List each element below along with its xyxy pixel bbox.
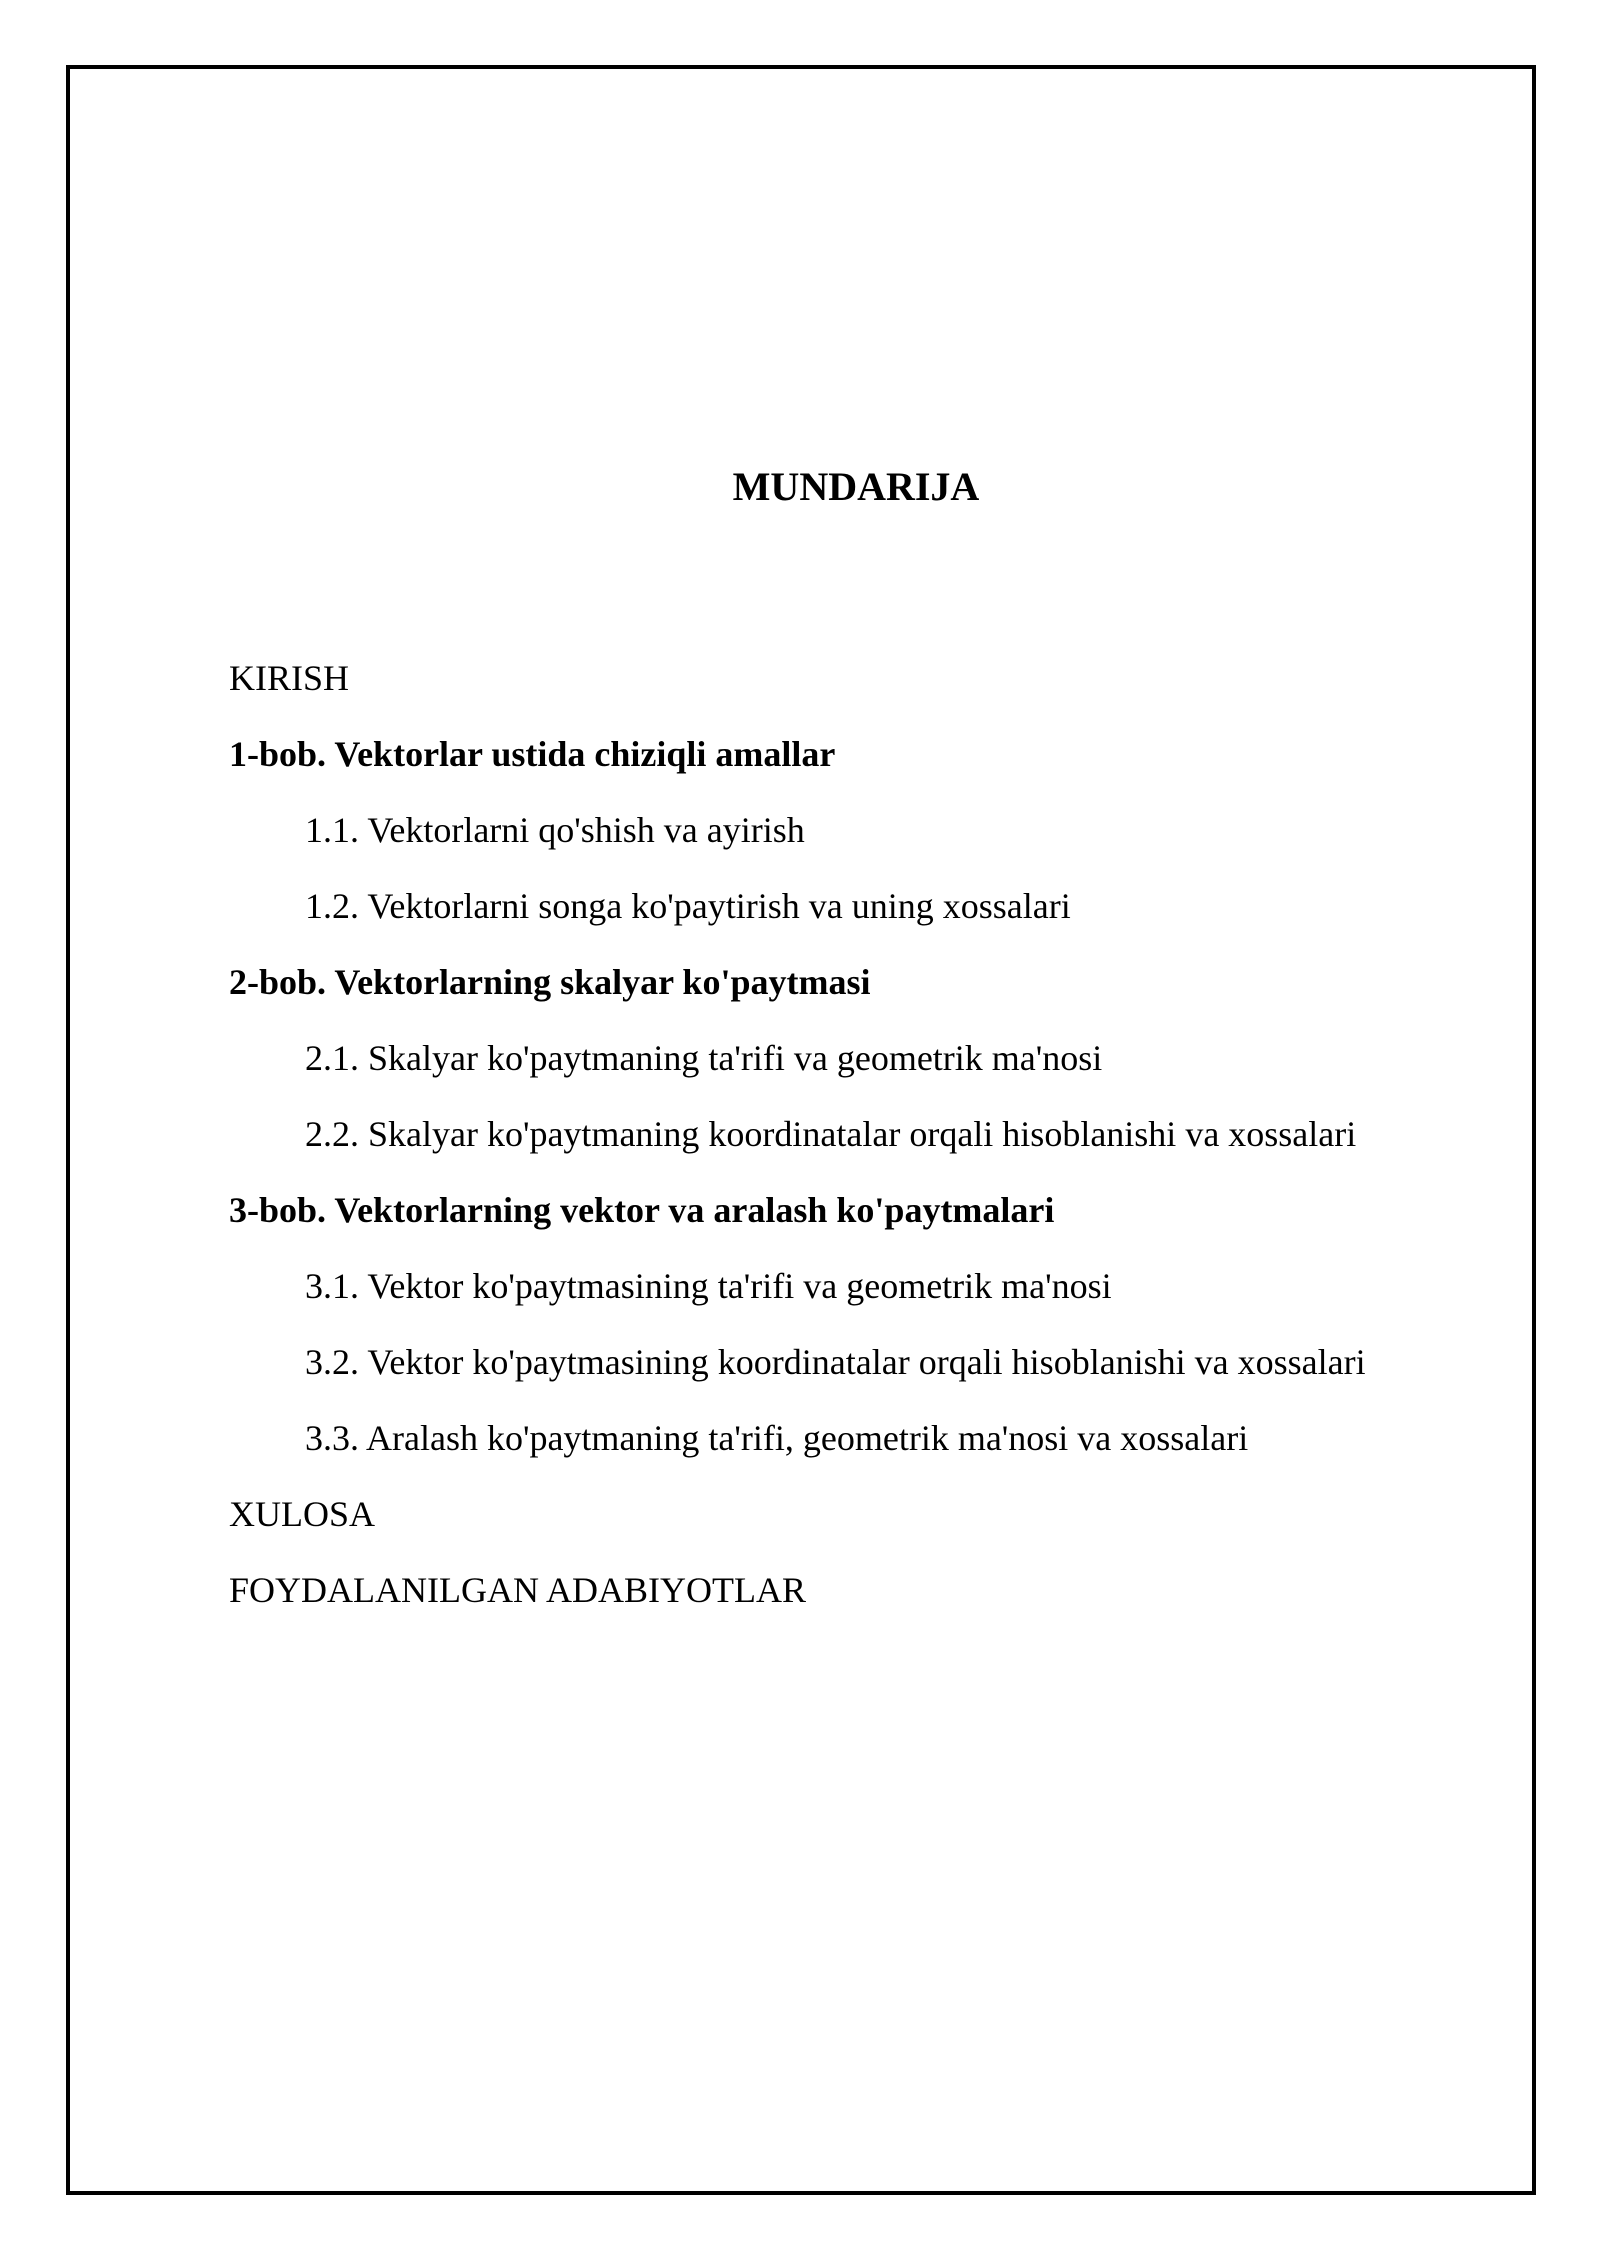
toc-chapter-2: 2-bob. Vektorlarning skalyar ko'paytmasi (229, 962, 871, 1002)
toc-entry-references: FOYDALANILGAN ADABIYOTLAR (229, 1570, 806, 1610)
toc-entry-introduction: KIRISH (229, 658, 350, 698)
toc-entry-conclusion: XULOSA (229, 1494, 376, 1534)
toc-section-3-3: 3.3. Aralash ko'paytmaning ta'rifi, geometrik ma'nosi va xossalari (305, 1418, 1249, 1458)
toc-section-1-2: 1.2. Vektorlarni songa ko'paytirish va uning xossalari (305, 886, 1071, 926)
toc-section-2-2: 2.2. Skalyar ko'paytmaning koordinatalar orqali hisoblanishi va xossalari (305, 1114, 1357, 1154)
page-title: MUNDARIJA (732, 464, 980, 509)
toc-chapter-1: 1-bob. Vektorlar ustida chiziqli amallar (229, 734, 836, 774)
toc-section-2-1: 2.1. Skalyar ko'paytmaning ta'rifi va geometrik ma'nosi (305, 1038, 1103, 1078)
toc-section-3-1: 3.1. Vektor ko'paytmasining ta'rifi va geometrik ma'nosi (305, 1266, 1112, 1306)
toc-chapter-3: 3-bob. Vektorlarning vektor va aralash ko'paytmalari (229, 1190, 1055, 1230)
toc-section-3-2: 3.2. Vektor ko'paytmasining koordinatalar orqali hisoblanishi va xossalari (305, 1342, 1366, 1382)
table-of-contents (229, 640, 1509, 1628)
toc-section-1-1: 1.1. Vektorlarni qo'shish va ayirish (305, 810, 805, 850)
